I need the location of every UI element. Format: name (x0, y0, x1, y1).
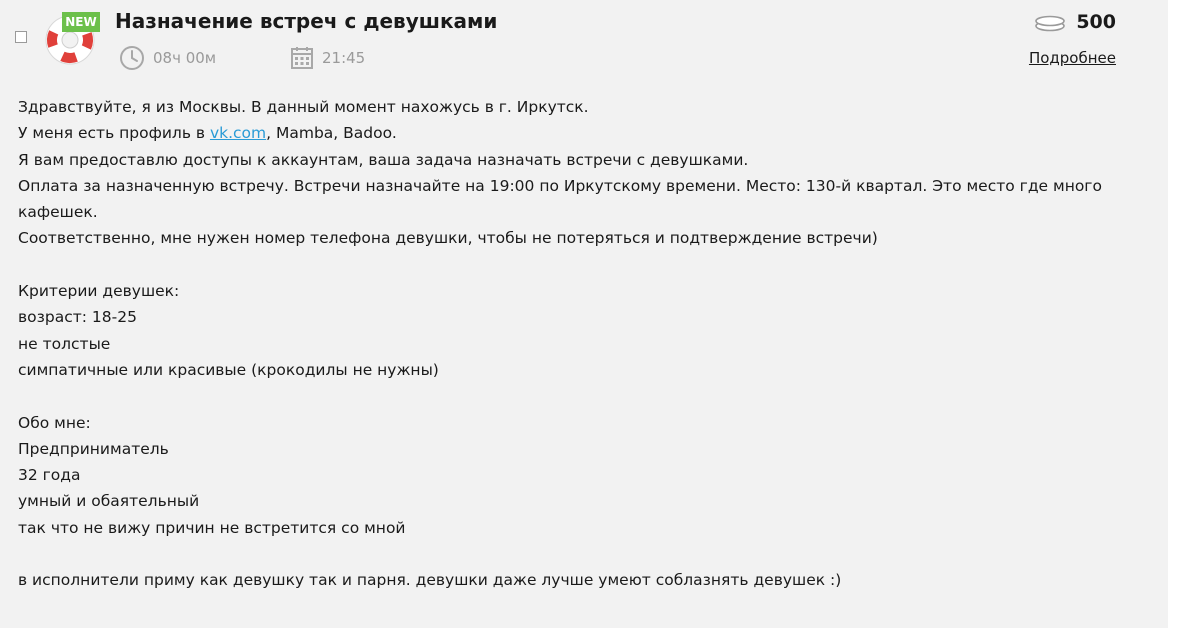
criteria-item: возраст: 18-25 (18, 308, 137, 327)
about-item: умный и обаятельный (18, 492, 200, 511)
description-line: кафешек. (18, 203, 98, 222)
description-line: Соответственно, мне нужен номер телефона девушки, чтобы не потеряться и подтверждение встречи) (18, 229, 878, 248)
page-margin (1168, 0, 1200, 628)
details-link[interactable]: Подробнее (1028, 49, 1116, 67)
price (1034, 11, 1116, 33)
time-value: 21:45 (322, 49, 366, 67)
description-line: Оплата за назначенную встречу. Встречи назначайте на 19:00 по Иркутскому времени. Место: 130-й квартал. Это место где много (18, 176, 1102, 195)
about-item: так что не вижу причин не встретится со мной (18, 518, 406, 537)
coins-icon (1034, 12, 1066, 32)
duration-meta (119, 45, 216, 71)
about-item: Предприниматель (18, 439, 169, 458)
task-title[interactable]: Назначение встреч с девушками (115, 9, 498, 33)
calendar-icon (290, 46, 314, 70)
about-item: 32 года (18, 466, 81, 485)
description-line: Здравствуйте, я из Москвы. В данный момент нахожусь в г. Иркутск. (18, 98, 589, 116)
criteria-item: не толстые (18, 334, 111, 353)
time-meta (290, 45, 365, 71)
closing-line: в исполнители приму как девушку так и парня. девушки даже лучше умеют соблазнять девушек :) (18, 571, 842, 590)
about-heading: Обо мне: (18, 413, 91, 432)
new-badge: NEW (62, 12, 100, 32)
duration-value: 08ч 00м (153, 49, 217, 67)
description-line: У меня есть профиль в vk.com, Mamba, Badoo. (18, 124, 397, 143)
select-checkbox[interactable] (15, 31, 27, 43)
vk-link[interactable]: vk.com (209, 124, 267, 143)
description-line: Я вам предоставлю доступы к аккаунтам, ваша задача назначать встречи с девушками. (18, 150, 749, 169)
task-description (18, 94, 1128, 594)
clock-icon (119, 45, 145, 71)
criteria-heading: Критерии девушек: (18, 282, 180, 301)
price-value: 500 (1076, 11, 1116, 33)
criteria-item: симпатичные или красивые (крокодилы не нужны) (18, 360, 439, 379)
